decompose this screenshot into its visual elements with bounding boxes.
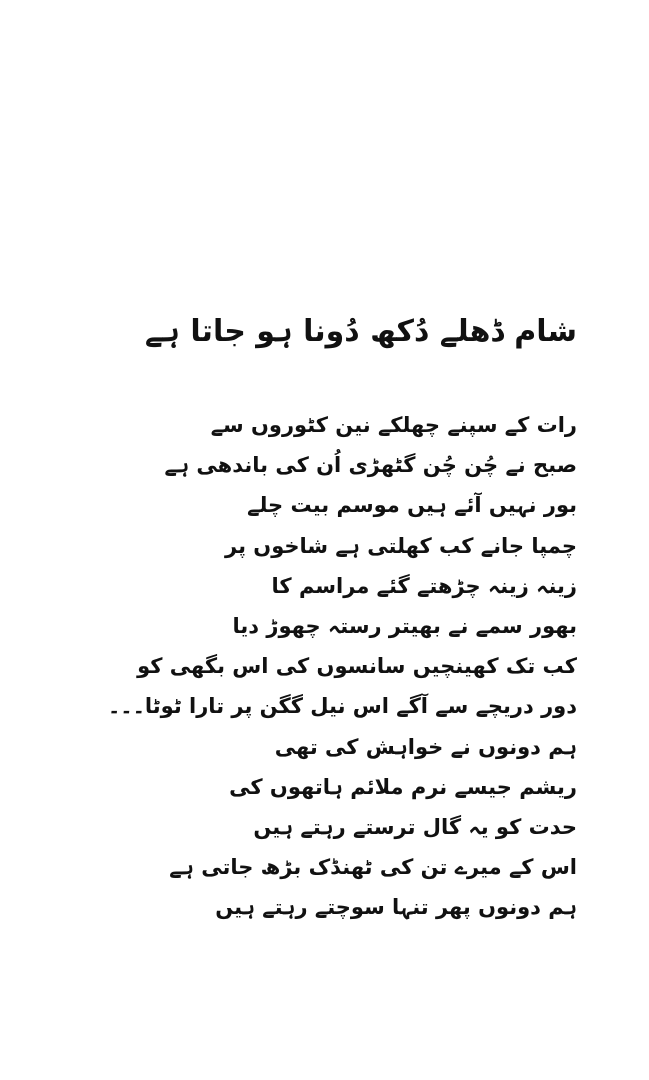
poem-line: ریشم جیسے نرم ملائم ہاتھوں کی <box>229 774 577 799</box>
poem-title: شام ڈھلے دُکھ دُونا ہو جاتا ہے <box>144 314 577 349</box>
poem-line: صبح نے چُن چُن گٹھڑی اُن کی باندھی ہے <box>164 453 577 478</box>
poem-line: اس کے میرے تن کی ٹھنڈک بڑھ جاتی ہے <box>169 855 577 880</box>
poem-line: ہم دونوں پھر تنہا سوچتے رہتے ہیں <box>215 895 577 920</box>
poem-line: رات کے سپنے چھلکے نین کٹوروں سے <box>210 413 577 437</box>
poem-line: حدت کو یہ گال ترستے رہتے ہیں <box>253 814 577 839</box>
poem-line: زینہ زینہ چڑھتے گئے مراسم کا <box>271 573 577 598</box>
poem-line: ہم دونوں نے خواہش کی تھی <box>274 734 577 759</box>
poem-line: کب تک کھینچیں سانسوں کی اس بگھی کو <box>137 654 577 679</box>
poem-line: بھور سمے نے بھیتر رستہ چھوڑ دیا <box>232 613 577 638</box>
poem-body <box>107 405 577 927</box>
poem-line: چمپا جانے کب کھلتی ہے شاخوں پر <box>225 533 577 558</box>
poem-line: بور نہیں آئے ہیں موسم بیت چلے <box>247 493 577 518</box>
poem-line: دور دریچے سے آگے اس نیل گگن پر تارا ٹوٹا۔۔۔ <box>107 694 577 719</box>
